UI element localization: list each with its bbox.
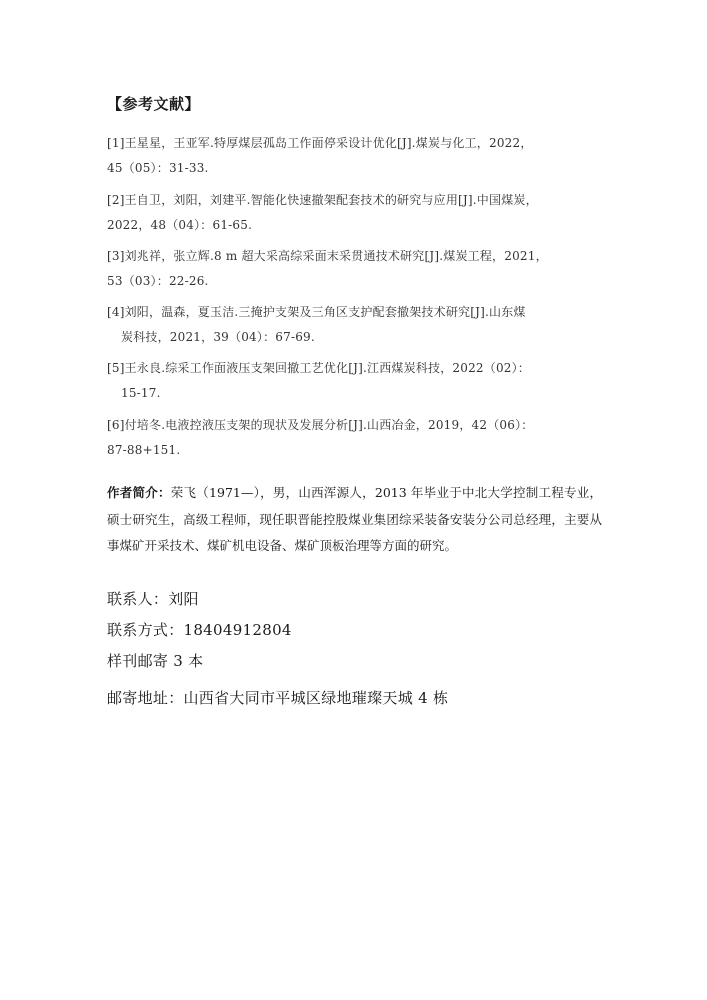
author-bio-label: 作者简介： xyxy=(107,485,171,500)
reference-item-4 xyxy=(107,300,602,349)
contact-phone: 联系方式：18404912804 xyxy=(107,621,292,639)
sample-mailing-note: 样刊邮寄 3 本 xyxy=(107,652,204,670)
reference-5-line2: 15-17. xyxy=(121,385,161,400)
references-heading: 【参考文献】 xyxy=(107,95,201,113)
reference-2-line1: [2]王自卫，刘阳，刘建平.智能化快速撤架配套技术的研究与应用[J].中国煤炭， xyxy=(107,193,538,207)
reference-6-line1: [6]付培冬.电液控液压支架的现状及发展分析[J].山西冶金，2019，42（06）： xyxy=(107,418,534,432)
reference-5-line1: [5]王永良.综采工作面液压支架回撤工艺优化[J].江西煤炭科技，2022（02）： xyxy=(107,361,531,375)
reference-item-1 xyxy=(107,131,602,180)
reference-1-line1: [1]王星星，王亚军.特厚煤层孤岛工作面停采设计优化[J].煤炭与化工，2022， xyxy=(107,136,533,150)
reference-item-5 xyxy=(107,356,602,405)
reference-item-3 xyxy=(107,244,602,293)
reference-3-line1: [3]刘兆祥，张立辉.8 m 超大采高综采面末采贯通技术研究[J].煤炭工程，2021， xyxy=(107,249,548,263)
reference-item-6 xyxy=(107,413,602,462)
mailing-address: 邮寄地址：山西省大同市平城区绿地璀璨天城 4 栋 xyxy=(107,689,449,707)
author-bio xyxy=(107,480,602,560)
reference-item-2 xyxy=(107,188,602,237)
reference-4-line1: [4]刘阳，温森，夏玉洁.三掩护支架及三角区支护配套撤架技术研究[J].山东煤 xyxy=(107,305,526,319)
author-bio-text: 荣飞（1971—），男，山西浑源人，2013 年毕业于中北大学控制工程专业，硕士研究生，高级工程师，现任职晋能控股煤业集团综采装备安装分公司总经理，主要从事煤矿开采技术、煤矿机电设备、煤矿顶板治理等方面的研究。 xyxy=(107,485,602,553)
reference-2-line2: 2022，48（04）：61-65. xyxy=(107,217,253,232)
reference-3-line2: 53（03）：22-26. xyxy=(107,273,209,288)
contact-person: 联系人：刘阳 xyxy=(107,590,199,608)
reference-1-line2: 45（05）：31-33. xyxy=(107,160,209,175)
reference-6-line2: 87-88+151. xyxy=(107,442,181,457)
reference-4-line2: 炭科技，2021，39（04）：67-69. xyxy=(121,329,315,344)
